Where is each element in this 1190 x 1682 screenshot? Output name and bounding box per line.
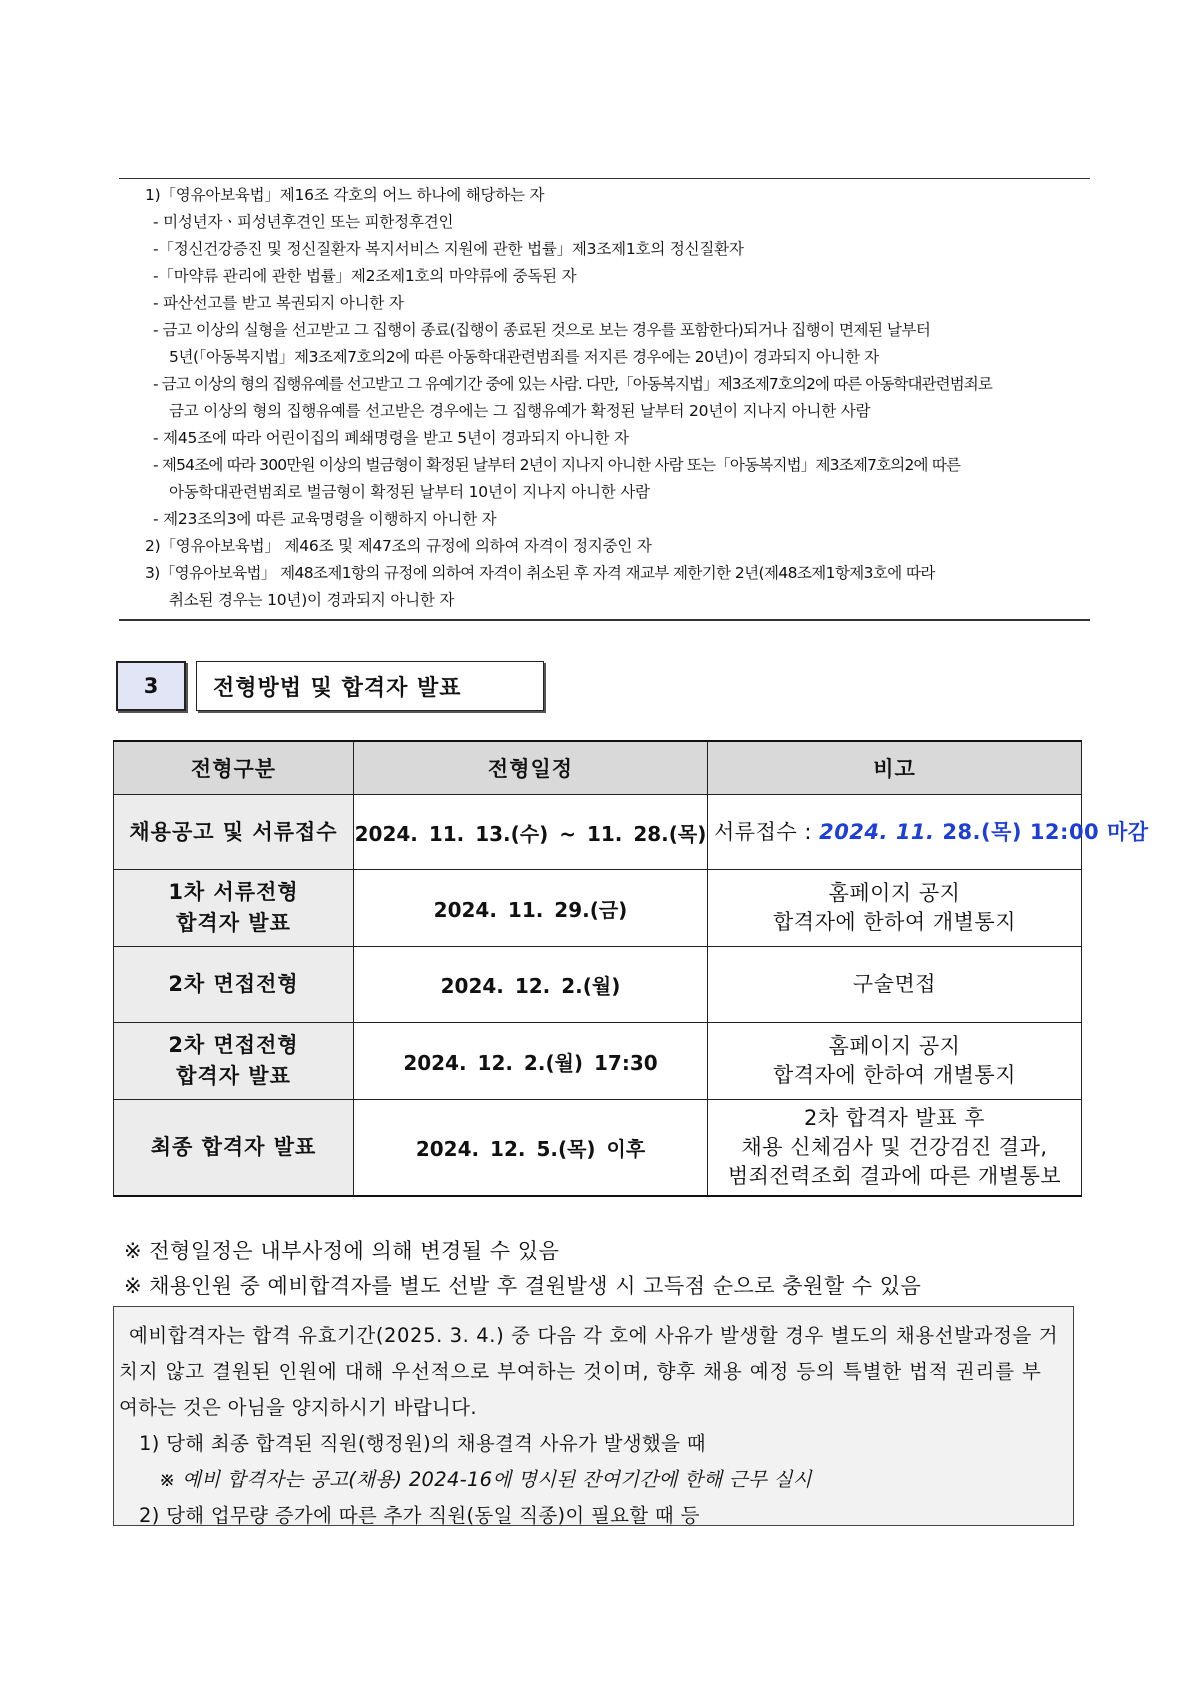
reserve-paragraph-line: 여하는 것은 아님을 양지하시기 바랍니다. <box>119 1396 477 1419</box>
qual-subitem: - 금고 이상의 형의 집행유예를 선고받고 그 유예기간 중에 있는 사람. 다만,「아동복지법」제3조제7호의2에 따른 아동학대관련범죄로 <box>153 375 992 393</box>
disqualification-box <box>119 178 1090 621</box>
qual-item-3: 3)「영유아보육법」 제48조제1항의 규정에 의하여 자격이 취소된 후 자격 재교부 제한기한 2년(제48조제1항제3호에 따라 <box>145 564 935 582</box>
row-label: 1차 서류전형 합격자 발표 <box>114 870 354 947</box>
reserve-candidate-box <box>113 1306 1074 1526</box>
reserve-item-2: 2) 당해 업무량 증가에 따른 추가 직원(동일 직종)이 필요할 때 등 <box>139 1504 700 1527</box>
qual-subitem: - 금고 이상의 실형을 선고받고 그 집행이 종료(집행이 종료된 것으로 보는 경우를 포함한다)되거나 집행이 면제된 날부터 <box>153 321 931 339</box>
notice-schedule-change: ※ 전형일정은 내부사정에 의해 변경될 수 있음 <box>124 1239 560 1263</box>
table-row <box>114 1100 1082 1196</box>
row-note: 홈페이지 공지 합격자에 한하여 개별통지 <box>708 870 1082 947</box>
row-label: 최종 합격자 발표 <box>114 1100 354 1196</box>
qual-item-1: 1)「영유아보육법」제16조 각호의 어느 하나에 해당하는 자 <box>145 186 545 204</box>
deadline-time: 28.(목) 12:00 마감 <box>934 819 1149 844</box>
qual-subitem-cont: 아동학대관련범죄로 벌금형이 확정된 날부터 10년이 지나지 아니한 사람 <box>169 483 650 501</box>
qual-subitem-cont: 금고 이상의 형의 집행유예를 선고받은 경우에는 그 집행유예가 확정된 날부터 20년이 지나지 아니한 사람 <box>169 402 871 420</box>
row-note: 홈페이지 공지 합격자에 한하여 개별통지 <box>708 1023 1082 1100</box>
schedule-table <box>113 740 1149 1197</box>
qual-item-3-cont: 취소된 경우는 10년)이 경과되지 아니한 자 <box>169 591 455 609</box>
row-date: 2024. 12. 2.(월) <box>354 947 708 1023</box>
qual-subitem: - 제54조에 따라 300만원 이상의 벌금형이 확정된 날부터 2년이 지나지 아니한 사람 또는「아동복지법」제3조제7호의2에 따른 <box>153 456 961 474</box>
table-row <box>114 947 1082 1023</box>
reserve-paragraph-line: 예비합격자는 합격 유효기간(2025. 3. 4.) 중 다음 각 호에 사유가 발생할 경우 별도의 채용선발과정을 거 <box>129 1324 1059 1347</box>
row-label: 2차 면접전형 <box>114 947 354 1023</box>
section-title: 전형방법 및 합격자 발표 <box>196 661 544 711</box>
qual-subitem-cont: 5년(「아동복지법」제3조제7호의2에 따른 아동학대관련범죄를 저지른 경우에는 20년)이 경과되지 아니한 자 <box>169 348 879 366</box>
table-header-row <box>114 741 1082 795</box>
qual-item-2: 2)「영유아보육법」 제46조 및 제47조의 규정에 의하여 자격이 정지중인 자 <box>145 537 652 555</box>
row-note: 2차 합격자 발표 후 채용 신체검사 및 건강검진 결과, 범죄전력조회 결과에 따른 개별통보 <box>708 1100 1082 1196</box>
row-label: 2차 면접전형 합격자 발표 <box>114 1023 354 1100</box>
qual-subitem: -「마약류 관리에 관한 법률」제2조제1호의 마약류에 중독된 자 <box>153 267 577 285</box>
row-label: 채용공고 및 서류접수 <box>114 795 354 870</box>
table-row <box>114 795 1082 870</box>
reserve-paragraph-line: 치지 않고 결원된 인원에 대해 우선적으로 부여하는 것이며, 향후 채용 예정 등의 특별한 법적 권리를 부 <box>119 1360 1042 1383</box>
table-row <box>114 1023 1082 1100</box>
header-note: 비고 <box>708 741 1082 795</box>
qual-subitem: - 제45조에 따라 어린이집의 폐쇄명령을 받고 5년이 경과되지 아니한 자 <box>153 429 629 447</box>
qual-subitem: - 미성년자ㆍ피성년후견인 또는 피한정후견인 <box>153 213 454 231</box>
qual-subitem: - 파산선고를 받고 복권되지 아니한 자 <box>153 294 404 312</box>
reserve-item-1-note: ※ 예비 합격자는 공고(채용) 2024-16에 명시된 잔여기간에 한해 근무 실시 <box>159 1468 812 1491</box>
row-note: 서류접수 : 2024. 11. 28.(목) 12:00 마감 <box>708 795 1082 870</box>
qual-subitem: -「정신건강증진 및 정신질환자 복지서비스 지원에 관한 법률」제3조제1호의 정신질환자 <box>153 240 744 258</box>
row-date: 2024. 11. 29.(금) <box>354 870 708 947</box>
row-date: 2024. 12. 5.(목) 이후 <box>354 1100 708 1196</box>
row-date: 2024. 12. 2.(월) 17:30 <box>354 1023 708 1100</box>
reserve-item-1: 1) 당해 최종 합격된 직원(행정원)의 채용결격 사유가 발생했을 때 <box>139 1432 706 1455</box>
row-note: 구술면접 <box>708 947 1082 1023</box>
header-schedule: 전형일정 <box>354 741 708 795</box>
table-row <box>114 870 1082 947</box>
header-category: 전형구분 <box>114 741 354 795</box>
qual-subitem: - 제23조의3에 따른 교육명령을 이행하지 아니한 자 <box>153 510 497 528</box>
row-date: 2024. 11. 13.(수) ~ 11. 28.(목) <box>354 795 708 870</box>
section-number: 3 <box>116 661 186 711</box>
deadline-date: 2024. 11. <box>819 819 935 844</box>
notice-reserve-candidates: ※ 채용인원 중 예비합격자를 별도 선발 후 결원발생 시 고득점 순으로 충원할 수 있음 <box>124 1274 922 1298</box>
